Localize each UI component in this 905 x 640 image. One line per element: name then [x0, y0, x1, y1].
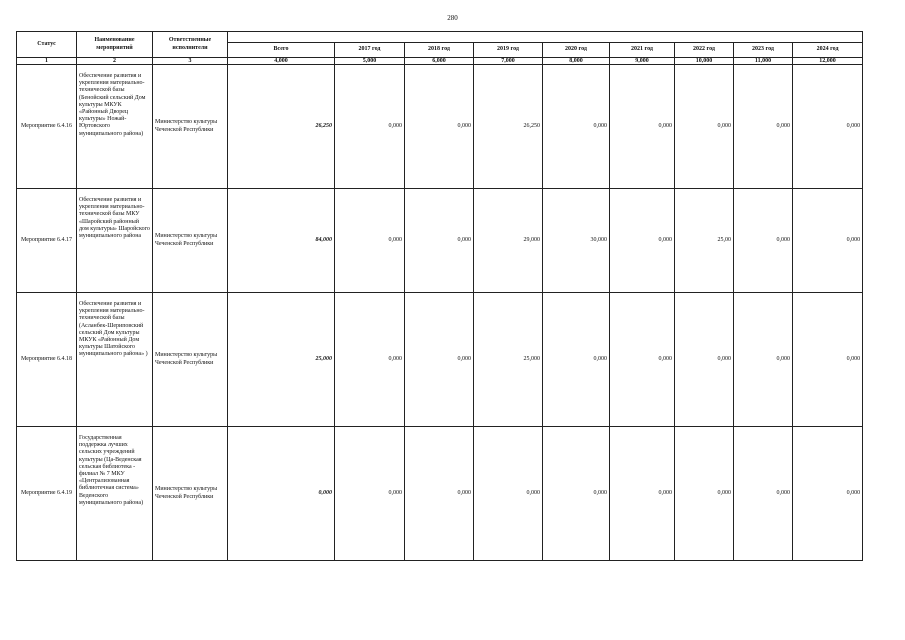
row-status: Мероприятие 6.4.19: [17, 427, 77, 561]
header-year: 2020 год: [543, 43, 610, 58]
row-value: 0,000: [610, 293, 675, 427]
column-number: 8,000: [543, 58, 610, 65]
row-value: 25,00: [675, 189, 734, 293]
row-value: 0,000: [793, 293, 863, 427]
row-value: 0,000: [793, 427, 863, 561]
row-name: Государственная поддержка лучших сельских учреждений культуры (Ца-Веденская сельская библиотека - филиал № 7 МКУ «Централизованная библиотечная система» Веденского муниципального района): [77, 427, 153, 561]
row-value: 0,000: [793, 189, 863, 293]
row-status: Мероприятие 6.4.16: [17, 65, 77, 189]
header-year: 2017 год: [335, 43, 405, 58]
row-value: 0,000: [405, 427, 474, 561]
page-number: 280: [447, 14, 458, 22]
row-value: 0,000: [543, 65, 610, 189]
row-total: 26,250: [228, 65, 335, 189]
row-status: Мероприятие 6.4.18: [17, 293, 77, 427]
column-number: 12,000: [793, 58, 863, 65]
header-year: 2019 год: [474, 43, 543, 58]
header-status: Статус: [17, 32, 77, 58]
header-name: Наименование мероприятий: [77, 32, 153, 58]
header-funding-group: [228, 32, 863, 43]
row-name: Обеспечение развития и укрепления материально-технической базы (Бенойский сельский Дом культуры МКУК «Районный Дворец культуры» Ножай-Юртовского муниципального района): [77, 65, 153, 189]
column-number: 10,000: [675, 58, 734, 65]
header-year: 2024 год: [793, 43, 863, 58]
table-row: [17, 293, 863, 427]
column-number: 6,000: [405, 58, 474, 65]
row-value: 0,000: [405, 65, 474, 189]
row-value: 0,000: [675, 293, 734, 427]
column-number: 7,000: [474, 58, 543, 65]
row-value: 0,000: [335, 189, 405, 293]
header-total: Всего: [228, 43, 335, 58]
row-value: 0,000: [474, 427, 543, 561]
column-number: 2: [77, 58, 153, 65]
row-status: Мероприятие 6.4.17: [17, 189, 77, 293]
row-total: 25,000: [228, 293, 335, 427]
column-number: 1: [17, 58, 77, 65]
column-number: 11,000: [734, 58, 793, 65]
row-name: Обеспечение развития и укрепления материально-технической базы (Асланбек-Шериповский сельский Дом культуры МКУК «Районный Дом культуры Шатойского муниципального района» ): [77, 293, 153, 427]
row-executor: Министерство культуры Чеченской Республики: [153, 427, 228, 561]
row-value: 0,000: [675, 65, 734, 189]
column-number: 4,000: [228, 58, 335, 65]
row-value: 29,000: [474, 189, 543, 293]
row-executor: Министерство культуры Чеченской Республики: [153, 189, 228, 293]
row-value: 25,000: [474, 293, 543, 427]
row-value: 0,000: [405, 293, 474, 427]
table-row: [17, 65, 863, 189]
column-number: 9,000: [610, 58, 675, 65]
row-value: 0,000: [610, 189, 675, 293]
program-table: [16, 31, 863, 561]
header-year: 2018 год: [405, 43, 474, 58]
row-value: 0,000: [734, 427, 793, 561]
row-value: 0,000: [793, 65, 863, 189]
table-row: [17, 427, 863, 561]
row-value: 0,000: [543, 427, 610, 561]
header-year: 2023 год: [734, 43, 793, 58]
row-value: 26,250: [474, 65, 543, 189]
row-value: 0,000: [734, 65, 793, 189]
header-year: 2021 год: [610, 43, 675, 58]
column-number-row: [17, 58, 863, 65]
row-total: 84,000: [228, 189, 335, 293]
column-number: 5,000: [335, 58, 405, 65]
row-executor: Министерство культуры Чеченской Республики: [153, 293, 228, 427]
row-value: 30,000: [543, 189, 610, 293]
table-row: [17, 189, 863, 293]
row-value: 0,000: [610, 65, 675, 189]
row-value: 0,000: [734, 189, 793, 293]
row-total: 0,000: [228, 427, 335, 561]
row-value: 0,000: [405, 189, 474, 293]
row-value: 0,000: [734, 293, 793, 427]
header-year: 2022 год: [675, 43, 734, 58]
header-executors: Ответственные исполнители: [153, 32, 228, 58]
row-value: 0,000: [335, 427, 405, 561]
column-number: 3: [153, 58, 228, 65]
row-name: Обеспечение развития и укрепления материально-технической базы МКУ «Шаройский районный дом культуры» Шаройского муниципального района: [77, 189, 153, 293]
row-value: 0,000: [335, 65, 405, 189]
row-value: 0,000: [335, 293, 405, 427]
row-executor: Министерство культуры Чеченской Республики: [153, 65, 228, 189]
row-value: 0,000: [543, 293, 610, 427]
row-value: 0,000: [675, 427, 734, 561]
row-value: 0,000: [610, 427, 675, 561]
